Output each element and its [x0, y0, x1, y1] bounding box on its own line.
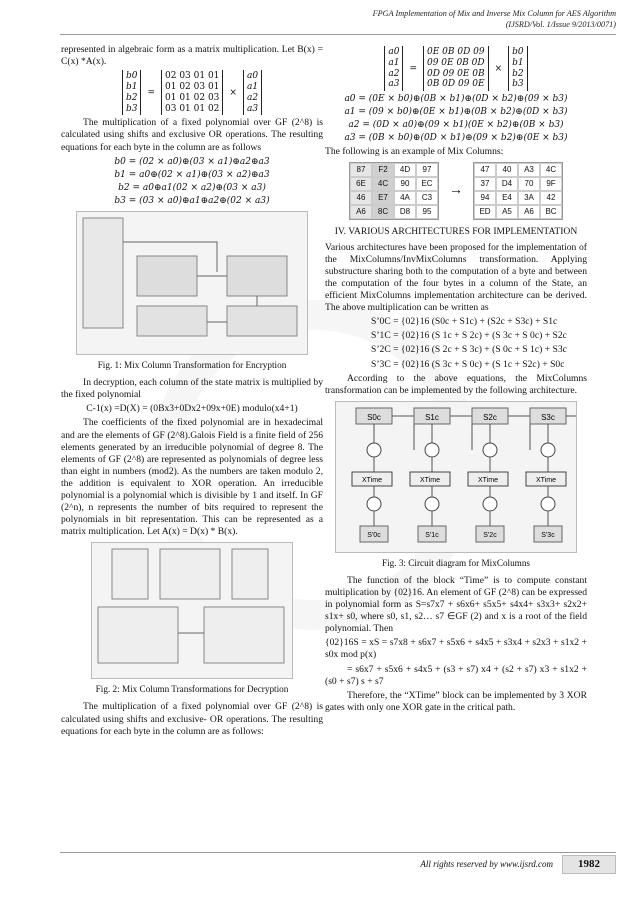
- matrix-row: 02 03 01 01: [165, 71, 220, 82]
- paragraph: Various architectures have been proposed for the implementation of the MixColumns/InvMixColumns transformation. Applying substructure sharing both to the computation of a byte and between the computation of the four bytes in a column of the State, an efficient MixColumns implementation architecture can be derived. The above multiplication can be written as: [325, 241, 587, 314]
- equation: b3 = (03 × a0)⊕a1⊕a2⊕(02 × a3): [114, 195, 270, 206]
- figure-3-circuit: [335, 401, 577, 553]
- matrix-row: 03 01 01 02: [165, 103, 220, 114]
- xor-gate: [483, 497, 497, 511]
- figure-3-caption: Fig. 3: Circuit diagram for MixColumns: [381, 557, 530, 568]
- equation: a3 = (0B × b0)⊕(0D × b1)⊕(09 × b2)⊕(0E × b3): [344, 133, 568, 144]
- equation: b2 = a0⊕a1(02 × a2)⊕(03 × a3): [118, 182, 266, 193]
- register-label: S3c: [541, 412, 555, 422]
- matrix-row: 0E 0B 0D 09: [426, 47, 485, 57]
- equation: a0 = (0E × b0)⊕(0B × b1)⊕(0D × b2)⊕(09 × b3): [344, 94, 568, 105]
- matrix-entry: a3: [388, 79, 400, 90]
- inverse-polynomial: C-1(x) =D(X) = (0Bx3+0Dx2+09x+0E) modulo(x4+1): [86, 403, 298, 415]
- paragraph: The coefficients of the fixed polynomial are in hexadecimal and are the elements of GF (2^8).Galois Field is a finite field of 256 elements generated by an irreducible polynomial of degree 8. The elements of GF (2^8) are represented as polynomials of degree less than eight in numbers (mod2). As the numbers are taken modulo 2, the addition is equivalent to XOR operation. An irreducible polynomial is a polynomial which is divisible by 1 and itself. In GF (2^n), n represents the number of bits required to represent the polynomials in bit representation. This can be represented as a matrix multiplication. Let A(x) = D(x) * B(x).: [61, 417, 323, 538]
- state-cell: E4: [496, 191, 518, 205]
- state-cell: 6E: [350, 177, 372, 191]
- state-cell: E7: [372, 191, 394, 205]
- footer-rule: [60, 852, 616, 853]
- register-label: S1c: [425, 412, 439, 422]
- figure-1-caption: Fig. 1: Mix Column Transformation for Encryption: [97, 360, 287, 371]
- left-column: [61, 44, 323, 740]
- xor-gate: [425, 443, 439, 457]
- state-cell: ED: [474, 205, 496, 219]
- state-cell: 4C: [540, 163, 562, 177]
- xtime-label: XTime: [420, 476, 440, 484]
- state-cell: C3: [416, 191, 438, 205]
- state-cell: 4A: [394, 191, 416, 205]
- state-cell: A6: [518, 205, 540, 219]
- equations-encrypt: [61, 156, 323, 207]
- figure-2-caption: Fig. 2: Mix Column Transformations for Decryption: [95, 684, 289, 695]
- matrix-entry: a0: [246, 71, 259, 82]
- matrix-entry: b3: [512, 79, 524, 90]
- state-cell: 97: [416, 163, 438, 177]
- header-rule: [60, 34, 616, 35]
- page-number: 1982: [562, 855, 616, 874]
- matrix-entry: a2: [388, 68, 400, 79]
- xor-gate: [367, 497, 381, 511]
- state-cell: 47: [474, 163, 496, 177]
- xor-gate: [541, 443, 555, 457]
- header-volume: (IJSRD/Vol. 1/Issue 9/2013/0071): [505, 20, 616, 29]
- wire: [374, 416, 414, 526]
- paragraph: = s6x7 + s5x6 + s4x5 + (s3 + s7) x4 + (s2 + s7) x3 + s1x2 + (s0 + s7) s + s7: [325, 663, 587, 687]
- matrix-entry: b1: [125, 81, 138, 92]
- s-equation: S’0C = {02}16 (S0c + S1c) + (S2c + S3c) + S1c: [371, 316, 558, 328]
- state-cell: 94: [474, 191, 496, 205]
- wire: [490, 416, 530, 526]
- matrix-row: 09 0E 0B 0D: [426, 57, 485, 68]
- matrix-entry: b0: [512, 47, 524, 57]
- s-equation: S’3C = {02}16 (S 3c + S 0c) + (S 1c + S2c) + S0c: [371, 358, 565, 370]
- footer-text: All rights reserved by www.ijsrd.com: [420, 859, 553, 869]
- xtime-label: XTime: [362, 476, 382, 484]
- matrix-entry: a1: [388, 57, 400, 68]
- paragraph: {02}16S = xS = s7x8 + s6x7 + s5x6 + s4x5 + s3x4 + s2x3 + s1x2 + s0x mod p(x): [325, 637, 587, 661]
- s-equation: S’2C = {02}16 (S 2c + S 3c) + (S 0c + S 1c) + S3c: [371, 344, 567, 356]
- s-equations: [325, 316, 587, 370]
- state-cell: BC: [540, 205, 562, 219]
- state-cell: 8C: [372, 205, 394, 219]
- paragraph: Therefore, the “XTime” block can be implemented by 3 XOR gates with only one XOR gate in the critical path.: [325, 689, 587, 713]
- xtime-label: XTime: [536, 476, 556, 484]
- state-cell: 70: [518, 177, 540, 191]
- state-cell: 95: [416, 205, 438, 219]
- state-after: [473, 162, 563, 220]
- matrix-entry: b1: [512, 57, 524, 68]
- paragraph: In decryption, each column of the state matrix is multiplied by the fixed polynomial: [61, 377, 323, 401]
- wire: [432, 416, 472, 526]
- matrix-equation-decrypt: a0 a1 a2 a3 = 0E 0B 0D 09 09 0E 0B 0D 0D 09 0E 0B 0B 0D 09 0E × b0 b1 b2 b3: [325, 46, 587, 91]
- matrix-entry: a1: [246, 81, 259, 92]
- state-cell: EC: [416, 177, 438, 191]
- state-before: [349, 162, 439, 220]
- matrix-entry: a3: [246, 103, 259, 114]
- paragraph: The following is an example of Mix Columns:: [325, 145, 504, 157]
- state-cell: F2: [372, 163, 394, 177]
- state-cell: 9F: [540, 177, 562, 191]
- paragraph: The function of the block “Time” is to compute constant multiplication by {02}16. An element of GF (2^8) can be expressed in polynomial form as S=s7x7 + s6x6+ s5x5+ s4x4+ s3x3+ s2x2+ s1x+ s0, where s0, s1, s2… s7 ∈GF (2) and x is a root of the field polynomial. Then: [325, 574, 587, 635]
- matrix-equation-encrypt: b0 b1 b2 b3 = 02 03 01 01 01 02 03 01 01 01 02 03 03 01 01 02 × a0 a1 a2 a3: [61, 70, 323, 115]
- xor-gate: [483, 443, 497, 457]
- matrix-entry: b3: [125, 103, 138, 114]
- state-cell: 87: [350, 163, 372, 177]
- equation: b1 = a0⊕(02 × a1)⊕(03 × a2)⊕a3: [114, 169, 270, 180]
- paragraph: According to the above equations, the MixColumns transformation can be implemented by the following architecture.: [325, 372, 587, 396]
- paragraph: The multiplication of a fixed polynomial over GF (2^8) is calculated using shifts and exclusive- OR operations. The resulting equations for each byte in the column are as follows:: [61, 701, 323, 737]
- figure-2-diagram: [91, 542, 293, 679]
- xtime-label: XTime: [478, 476, 498, 484]
- state-cell: 42: [540, 191, 562, 205]
- figure-1-diagram: [76, 211, 308, 355]
- state-cell: 4D: [394, 163, 416, 177]
- state-cell: 46: [350, 191, 372, 205]
- equations-decrypt: [325, 93, 587, 144]
- register-label: S0c: [367, 412, 381, 422]
- state-cell: A5: [496, 205, 518, 219]
- state-cell: 90: [394, 177, 416, 191]
- state-cell: 37: [474, 177, 496, 191]
- header-title: FPGA Implementation of Mix and Inverse Mix Column for AES Algorithm: [372, 9, 616, 18]
- xor-gate: [425, 497, 439, 511]
- paragraph: represented in algebraic form as a matrix multiplication. Let B(x) = C(x) *A(x).: [61, 44, 323, 68]
- equation: a2 = (0D × a0)⊕(09 × b1)(0E × b2)⊕(0B × b3): [348, 120, 564, 131]
- xor-gate: [367, 443, 381, 457]
- matrix-entry: a2: [246, 92, 259, 103]
- xor-gate: [541, 497, 555, 511]
- running-header: [373, 8, 616, 30]
- matrix-row: 01 01 02 03: [165, 92, 220, 103]
- matrix-entry: b0: [125, 71, 138, 82]
- state-cell: D8: [394, 205, 416, 219]
- matrix-entry: b2: [125, 92, 138, 103]
- equation: b0 = (02 × a0)⊕(03 × a1)⊕a2⊕a3: [114, 156, 270, 167]
- paragraph: The multiplication of a fixed polynomial over GF (2^8) is calculated using shifts and exclusive OR operations. The resulting equations for each byte in the column are as follows: [61, 117, 323, 153]
- matrix-row: 0D 09 0E 0B: [426, 68, 485, 79]
- right-column: [325, 44, 587, 716]
- output-label: S'0c: [367, 531, 381, 539]
- matrix-entry: a0: [388, 47, 400, 57]
- equation: a1 = (09 × b0)⊕(0E × b1)⊕(0B × b2)⊕(0D × b3): [344, 107, 568, 118]
- section-heading: IV. VARIOUS ARCHITECTURES FOR IMPLEMENTATION: [334, 225, 578, 237]
- state-cell: D4: [496, 177, 518, 191]
- arrow-icon: →: [449, 182, 463, 198]
- state-cell: 4C: [372, 177, 394, 191]
- output-label: S'2c: [483, 531, 497, 539]
- state-cell: 3A: [518, 191, 540, 205]
- matrix-row: 01 02 03 01: [165, 81, 220, 92]
- s-equation: S’1C = {02}16 (S 1c + S 2c) + (S 3c + S 0c) + S2c: [371, 330, 567, 342]
- state-cell: 40: [496, 163, 518, 177]
- state-cell: A3: [518, 163, 540, 177]
- register-label: S2c: [483, 412, 497, 422]
- matrix-entry: b2: [512, 68, 524, 79]
- mixcolumns-example: [325, 162, 587, 220]
- matrix-row: 0B 0D 09 0E: [426, 79, 485, 90]
- output-label: S'1c: [425, 531, 439, 539]
- state-cell: A6: [350, 205, 372, 219]
- output-label: S'3c: [541, 531, 555, 539]
